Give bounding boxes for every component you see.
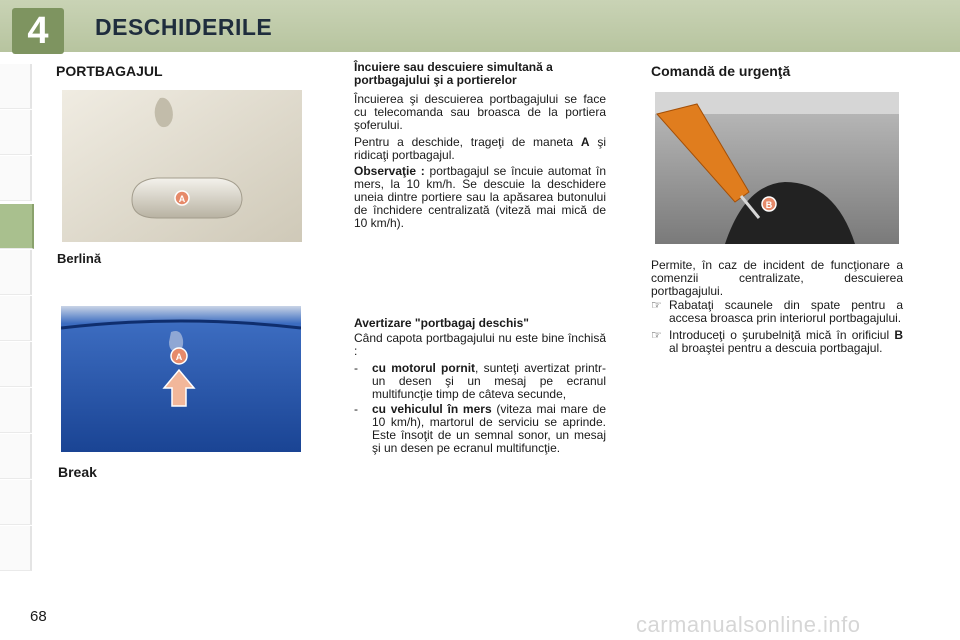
warning-item-engine-bold: cu motorul pornit: [372, 361, 476, 375]
emergency-steps: [651, 299, 903, 357]
break-trunk-photo: [61, 306, 301, 452]
open-instructions: [354, 136, 606, 162]
warning-item-engine: [354, 362, 606, 401]
berlina-trunk-photo: [62, 90, 302, 242]
chapter-tab-6[interactable]: [0, 296, 32, 341]
open-instructions-end: şi ridicaţi portbagajul.: [354, 135, 606, 162]
handle-a-ref: A: [580, 135, 590, 149]
warning-list: [354, 362, 606, 457]
watermark: carmanualsonline.info: [636, 612, 861, 637]
observation-text: portbagajul se încuie automat în mers, la 10 km/h. Se descuie la deschidere uneia dintre portiere sau la apăsarea butonului de închidere centralizată (viteză mai mică de 10 km/h).: [354, 164, 606, 230]
lock-unlock-title: Încuiere sau descuiere simultană a portbagajului şi a portierelor: [354, 60, 553, 87]
emergency-title: Comandă de urgenţă: [651, 63, 791, 79]
observation-label: Observaţie :: [354, 164, 425, 178]
badge-a-break: A: [175, 352, 183, 362]
lock-unlock-paragraph: Încuierea şi descuierea portbagajului se face cu telecomanda sau broasca de la portiera şoferului.: [354, 92, 606, 132]
chapter-number: 4: [27, 10, 49, 52]
chapter-title: DESCHIDERILE: [95, 14, 273, 40]
chapter-tab-7[interactable]: [0, 342, 32, 387]
label-break: Break: [58, 464, 97, 480]
pointing-hand-icon: ☞: [651, 298, 662, 312]
emergency-lock-photo: [655, 92, 899, 244]
chapter-tabs: [0, 64, 32, 576]
open-instructions-text: Pentru a deschide, trageţi de maneta: [354, 135, 574, 149]
warning-item-moving: [354, 403, 606, 455]
chapter-tab-9[interactable]: [0, 434, 32, 479]
chapter-tab-11[interactable]: [0, 526, 32, 571]
dash-1: -: [354, 361, 358, 375]
warning-item-moving-bold: cu vehiculul în mers: [372, 402, 492, 416]
observation-paragraph: [354, 165, 606, 230]
badge-a-berlina: A: [178, 194, 186, 204]
warning-intro: Când capota portbagajului nu este bine închisă :: [354, 331, 606, 358]
chapter-tab-3[interactable]: [0, 156, 32, 201]
section-title-portbagajul: PORTBAGAJUL: [56, 63, 163, 79]
orifice-b-ref: B: [894, 328, 903, 342]
emergency-step-2-post: al broaştei pentru a descuia portbagajul.: [669, 341, 883, 355]
pointing-hand-icon: ☞: [651, 328, 662, 342]
badge-b: B: [765, 200, 773, 210]
chapter-tab-5[interactable]: [0, 250, 32, 295]
warning-title: Avertizare "portbagaj deschis": [354, 316, 529, 330]
chapter-tab-10[interactable]: [0, 480, 32, 525]
dash-2: -: [354, 402, 358, 416]
emergency-step-2-pre: Introduceţi o şurubelniţă mică în orificiul: [669, 328, 890, 342]
page-number: 68: [30, 608, 47, 625]
emergency-step-1-text: Rabataţi scaunele din spate pentru a accesa broasca prin interiorul portbagajului.: [669, 298, 903, 325]
warning-item-moving-text: (viteza mai mare de 10 km/h), martorul de serviciu se aprinde. Este însoţit de un semnal sonor, un mesaj şi un desen pe ecranul multifuncţie.: [372, 402, 606, 455]
emergency-intro: Permite, în caz de incident de funcţionare a comenzii centralizate, descuierea portbagajului.: [651, 258, 903, 298]
chapter-tab-4-active[interactable]: [0, 204, 34, 249]
emergency-step-2: [651, 329, 903, 355]
chapter-tab-8[interactable]: [0, 388, 32, 433]
label-berlina: Berlină: [57, 251, 102, 266]
chapter-tab-2[interactable]: [0, 110, 32, 155]
emergency-step-1: [651, 299, 903, 325]
warning-item-engine-text: , sunteţi avertizat printr-un desen şi un mesaj pe ecranul multifuncţie timp de câteva secunde,: [372, 361, 606, 401]
chapter-tab-1[interactable]: [0, 64, 32, 109]
